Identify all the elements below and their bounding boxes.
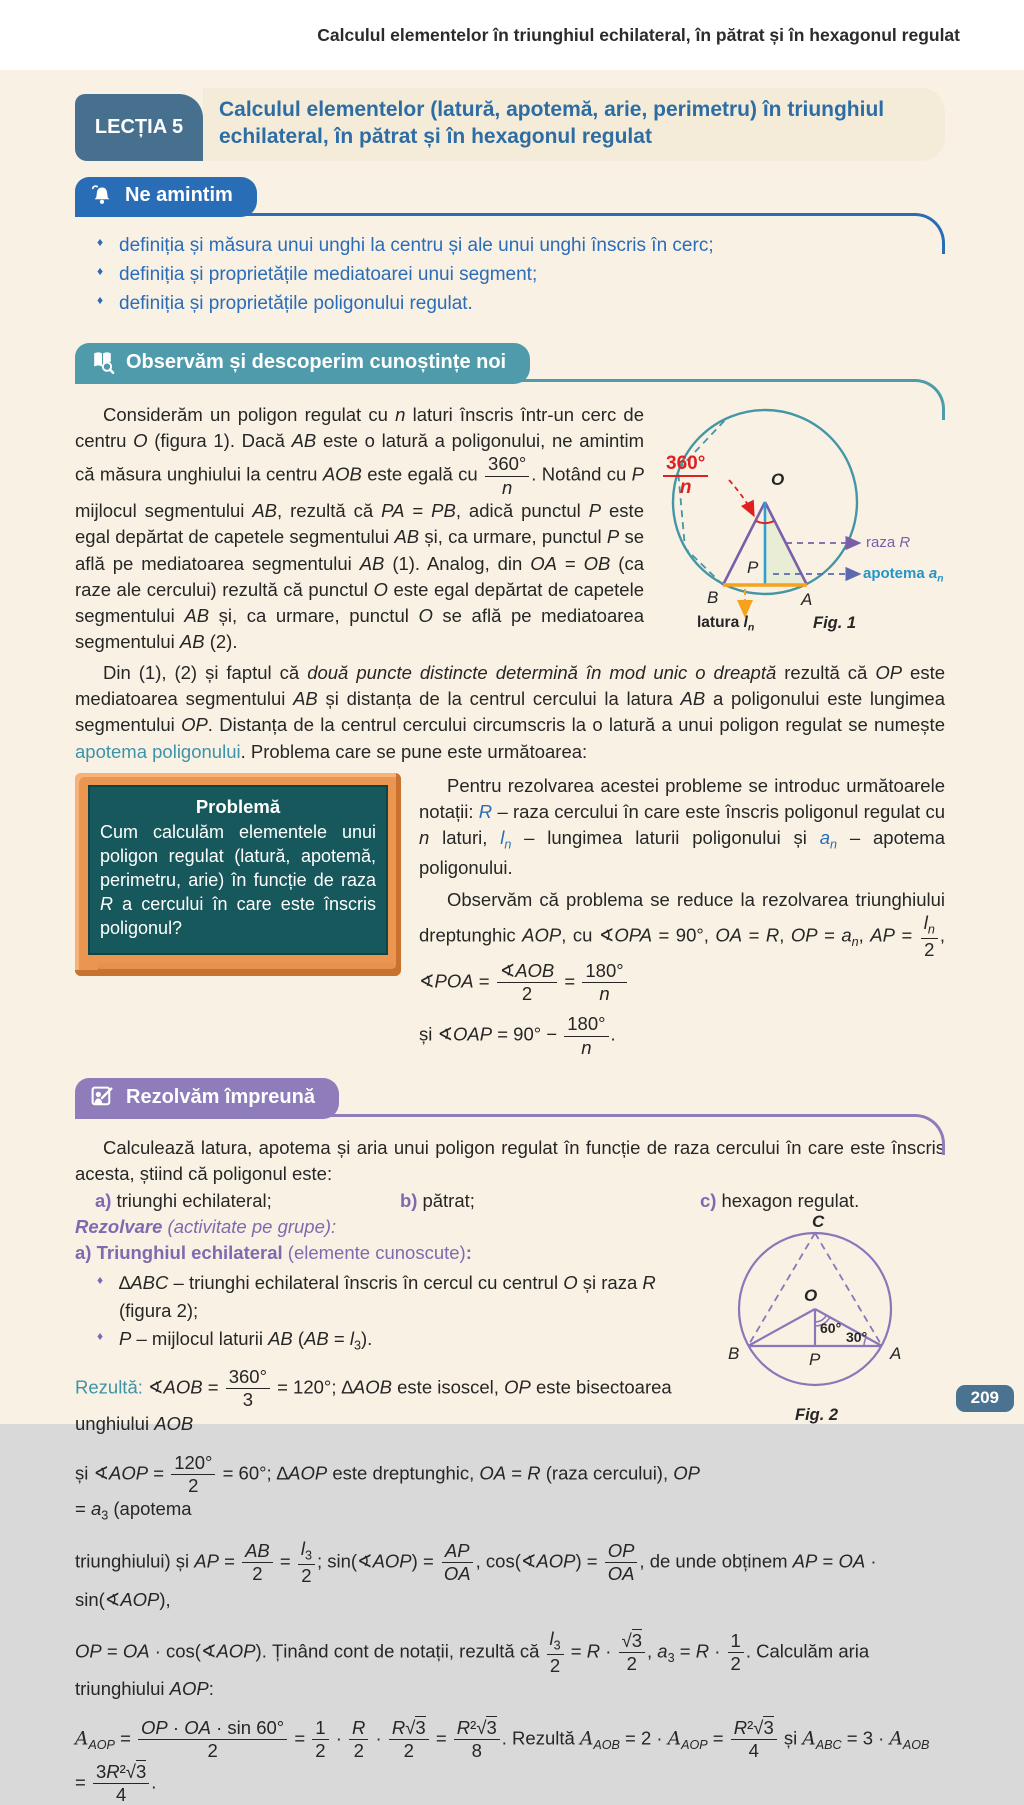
- observe-heading: Observăm și descoperim cunoștințe noi: [126, 350, 507, 373]
- item-c: [700, 1190, 859, 1212]
- remember-heading: Ne amintim: [125, 184, 233, 207]
- reduction-paragraph: Observăm că problema se reduce la rezolvarea triunghiului dreptunghic AOP, cu ∢OPA = 90°, OA = R, OP = $a_n$, AP = $\frac{l_n}{2}$ , ∢POA = $\frac{\text{∢AOB}}{2}$ = $\frac{180^\circ}{n}$: [419, 888, 945, 1004]
- result-line-2: și ∢AOP = $\frac{120^\circ}{2}$ = 60°; ∆AOP este dreptunghic, OA = R (raza cercului), OP = $a_3$ (apotema: [75, 1451, 700, 1523]
- figure-1: [645, 402, 945, 634]
- item-a: [95, 1190, 400, 1212]
- running-header: Calculul elementelor în triunghiul echilateral, în pătrat și în hexagonul regulat: [317, 24, 960, 45]
- solve-bullet-list: [97, 1269, 700, 1355]
- rezolvare-line: Rezolvare (activitate pe grupe):: [75, 1215, 337, 1237]
- solve-content: [75, 1211, 945, 1526]
- result-line-5: $A_{AOP}$ = $\frac{OP \cdot OA \cdot \sin 60^\circ}{2}$ = $\frac{1}{2}$ · $\frac{R}{2}$ · $\frac{R√3}{2}$ = $\frac{\text{R²√3}}{8}$ . Rezultă $A_{AOB} = 2 \cdot A_{AOP}$ = $\frac{\text{R²√3}}{4}$ și $A_{ABC} = 3 \cdot A_{AOB}$ = $\frac{\text{3R²√3}}{4}$ .: [75, 1717, 930, 1805]
- bell-icon: [89, 183, 115, 209]
- solve-intro: Calculează latura, apotema și aria unui poligon regulat în funcție de raza cercului în care este înscris acesta, știind că poligonul este:: [75, 1137, 945, 1185]
- fig2-point-A: A: [890, 1343, 902, 1363]
- problem-row: [75, 773, 945, 1058]
- chalkboard-frame: [75, 773, 401, 976]
- problem-notations: [419, 773, 945, 1058]
- fig2-angle-30: 30°: [846, 1328, 868, 1345]
- running-header-strip: [0, 0, 1024, 70]
- lesson-title-row: [75, 88, 945, 161]
- solve-tab: [75, 1078, 339, 1119]
- remember-bullet: ♦ definiția și proprietățile poligonului regulat.: [97, 289, 945, 318]
- angle-oap-line: și ∢OAP = 90° − $\frac{180^\circ}{n}$ .: [419, 1013, 616, 1058]
- fig2-point-O: O: [804, 1285, 818, 1305]
- item-b-label: b): [400, 1189, 418, 1211]
- solve-items: [95, 1190, 945, 1212]
- item-b: [400, 1190, 700, 1212]
- observe-body: [75, 402, 945, 656]
- item-c-label: c): [700, 1189, 717, 1211]
- fig2-point-P: P: [809, 1349, 821, 1369]
- item-a-label: a): [95, 1189, 112, 1211]
- fig1-caption: Fig. 1: [813, 613, 857, 632]
- result-line-4: OP = OA · cos(∢AOP). Ținând cont de notații, rezultă că $\frac{l_3}{2}$ = R · $\frac{√3}{2}$ , $a_3 = R$ · $\frac{1}{2}$ . Calculăm aria triunghiului AOP:: [75, 1627, 870, 1700]
- item-a-text: triunghi echilateral;: [116, 1189, 272, 1211]
- observe-paragraph-2: Din (1), (2) și faptul că două puncte distincte determină în mod unic o dreaptă rezultă că OP este mediatoarea segmentului AB și distanța de la centrul cercului la latura AB a poligonului este lungimea segmentului OP. Distanța de la centrul cercului circumscris la o latură a unui poligon regulat se numește apotema poligonului. Problema care se pune este următoarea:: [75, 661, 945, 762]
- notations-paragraph: Pentru rezolvarea acestei probleme se introduc următoarele notații: R – raza cercului în care este înscris poligonul regulat cu n laturi, $l_n$ – lungimea laturii poligonului și $a_n$ – apotema poligonului.: [419, 774, 945, 878]
- fig2-point-B: B: [728, 1343, 740, 1363]
- fig2-angle-60: 60°: [820, 1319, 842, 1336]
- fig2-caption: Fig. 2: [795, 1405, 839, 1424]
- book-search-icon: [89, 349, 116, 376]
- item-b-text: pătrat;: [422, 1189, 475, 1211]
- page-number-badge: 209: [956, 1385, 1014, 1412]
- item-c-text: hexagon regulat.: [721, 1189, 860, 1211]
- fig1-legend-raza: raza R: [866, 533, 911, 551]
- fig1-angle-fraction: [663, 454, 708, 498]
- remember-bullet: ♦ definiția și proprietățile mediatoarei unui segment;: [97, 260, 945, 289]
- fig1-legend-apotema: apotema $a_n$: [863, 564, 944, 585]
- solve-left-column: [75, 1214, 700, 1526]
- solve-bullet: ♦ ∆ABC – triunghi echilateral înscris în cercul cu centrul O și raza R (figura 2);: [97, 1269, 700, 1325]
- solve-heading: Rezolvăm împreună: [126, 1086, 315, 1109]
- fig1-point-A: A: [801, 589, 813, 609]
- lesson-title: Calculul elementelor (latură, apotemă, arie, perimetru) în triunghiul echilateral, în pătrat și în hexagonul regulat: [203, 88, 945, 161]
- fig2-point-C: C: [812, 1211, 825, 1231]
- paragraph: Considerăm un poligon regulat cu n laturi înscris într-un cerc de centru O (figura 1). Dacă AB este o latură a poligonului, ne amintim că măsura unghiului la centru AOB este egală cu $\frac{360^\circ}{n}$ . Notând cu P mijlocul segmentului AB, rezultă că PA = PB, adică punctul P este egal depărtat de capetele segmentului AB și, ca urmare, punctul P se află pe mediatoarea segmentului AB (1). Analog, din OA = OB (ca raze ale cercului) rezultă că punctul O este egal depărtat de capetele segmentului AB și, ca urmare, punctul O se află pe mediatoarea segmentului AB (2).: [75, 403, 645, 653]
- result-line-1: Rezultă: ∢AOB = $\frac{360^\circ}{3}$ = 120°; ∆AOB este isoscel, OP este bisectoarea unghiului AOB: [75, 1365, 672, 1434]
- result-line-3: triunghiului) și AP = $\frac{AB}{2}$ = $\frac{l_3}{2}$ ; sin(∢AOP) = $\frac{AP}{OA}$ , cos(∢AOP) = $\frac{OP}{OA}$ , de unde obținem AP = OA · sin(∢AOP),: [75, 1538, 877, 1610]
- chalkboard: [75, 773, 401, 1058]
- section-remember: [75, 177, 945, 319]
- fig1-angle-denominator: n: [679, 476, 692, 498]
- section-observe: [75, 343, 945, 1058]
- chalkboard-tray: [98, 963, 394, 972]
- section-solve: [75, 1078, 945, 1805]
- fig1-point-B: B: [707, 587, 719, 607]
- problem-title: Problemă: [195, 795, 281, 817]
- chalkboard-surface: [88, 785, 388, 955]
- figure-2: [700, 1211, 945, 1432]
- lesson-badge: LECȚIA 5: [75, 94, 203, 161]
- remember-tab: [75, 177, 257, 217]
- solve-bullet: ♦ P – mijlocul laturii AB $(AB = l_3)$.: [97, 1325, 700, 1355]
- case-a-heading: a) Triunghiul echilateral (elemente cunoscute):: [75, 1242, 472, 1264]
- fig1-point-P: P: [747, 557, 759, 577]
- fig1-angle-numerator: 360°: [663, 454, 708, 477]
- fig1-point-O: O: [771, 469, 785, 489]
- problem-text: Cum calculăm elementele unui poligon regulat (latură, apotemă, perimetru, arie) în funcție de raza R a cercului în care este înscris poligonul?: [100, 822, 376, 939]
- observe-tab: [75, 343, 530, 384]
- fig1-legend-latura: latura $l_n$: [697, 613, 755, 634]
- figure-1-drawing: [645, 402, 945, 634]
- observe-paragraph-1: [75, 402, 644, 656]
- remember-bullet: ♦ definiția și măsura unui unghi la centru și ale unui unghi înscris în cerc;: [97, 231, 945, 260]
- remember-bullet-list: [97, 231, 945, 319]
- writing-icon: [89, 1084, 116, 1111]
